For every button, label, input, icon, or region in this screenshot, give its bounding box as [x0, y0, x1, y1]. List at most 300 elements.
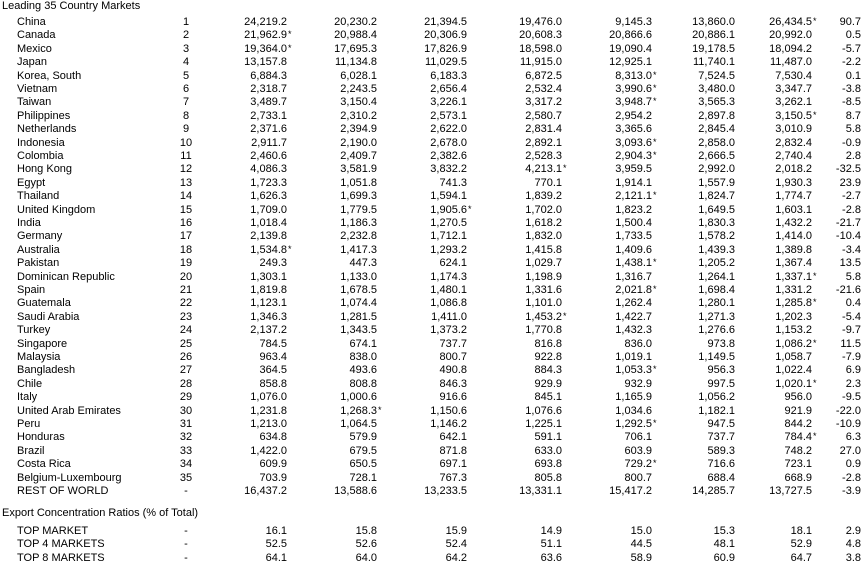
- value-cell: 1,733.5: [615, 230, 652, 243]
- value-cell: 2,897.8: [698, 109, 735, 122]
- country-label: Taiwan: [17, 96, 52, 109]
- value-cell: 2,832.4: [775, 136, 812, 149]
- footnote-mark: *: [813, 377, 817, 388]
- ratio-label: TOP MARKET: [17, 525, 89, 537]
- value-cell: 6,028.1: [340, 69, 377, 82]
- value-cell: 1,626.3: [250, 190, 287, 203]
- value-cell: 2,622.0: [430, 123, 467, 136]
- value-cell: 1,270.5: [430, 217, 467, 229]
- value-cell: 2.9: [845, 525, 861, 537]
- footnote-mark: *: [813, 270, 817, 281]
- value-cell: 1,823.2: [615, 203, 652, 216]
- value-cell: 48.1: [713, 538, 735, 551]
- table-row: [0, 123, 866, 137]
- value-cell: 1,534.8: [250, 243, 287, 256]
- value-cell: 884.3: [534, 364, 562, 377]
- value-cell: 19,364.0: [244, 42, 287, 55]
- rank-cell: 10: [179, 136, 193, 149]
- rank-cell: 1: [182, 16, 190, 28]
- table-row: [0, 257, 866, 271]
- value-cell: 18,094.2: [769, 42, 812, 55]
- value-cell: 20,988.4: [334, 29, 377, 42]
- value-cell: 2,460.6: [250, 150, 287, 162]
- value-cell: 1,153.2: [775, 324, 812, 337]
- value-cell: -5.4: [842, 310, 861, 323]
- value-cell: 90.7: [839, 16, 861, 28]
- footnote-mark: *: [653, 96, 657, 107]
- rank-cell: 24: [179, 324, 193, 337]
- country-name: [17, 230, 158, 244]
- value-cell: 728.1: [349, 471, 377, 484]
- value-cell: 2,121.1: [615, 190, 652, 203]
- value-cell: 1,331.2: [775, 284, 812, 296]
- rank-cell: 22: [179, 297, 193, 310]
- value-cell: 3,262.1: [775, 96, 812, 109]
- table-row: [0, 284, 866, 298]
- rank-cell: 14: [179, 190, 193, 203]
- rank-cell: -: [184, 525, 188, 537]
- rank-cell: 6: [182, 83, 190, 95]
- value-cell: 2,532.4: [525, 83, 562, 95]
- country-label: Australia: [17, 243, 60, 256]
- country-name: [17, 83, 158, 97]
- value-cell: -7.9: [842, 351, 861, 363]
- value-cell: 603.9: [624, 444, 652, 457]
- value-cell: 2,573.1: [430, 109, 467, 122]
- table-row: [0, 338, 866, 352]
- value-cell: 916.6: [439, 391, 467, 404]
- value-cell: 1,123.1: [250, 297, 287, 310]
- value-cell: 1,149.5: [698, 351, 735, 363]
- value-cell: 20,866.6: [609, 29, 652, 42]
- rank-cell: 7: [182, 96, 190, 109]
- value-cell: 2,139.8: [250, 230, 287, 243]
- country-label: India: [17, 217, 41, 229]
- value-cell: 784.5: [259, 337, 287, 350]
- value-cell: 13,727.5: [769, 485, 812, 497]
- rank-cell: 34: [179, 458, 193, 471]
- country-label: China: [17, 16, 46, 28]
- value-cell: 21,394.5: [424, 16, 467, 28]
- value-cell: 1,292.5: [615, 418, 652, 430]
- value-cell: 1,053.3: [615, 364, 652, 377]
- country-name: [17, 378, 158, 392]
- value-cell: 1,086.8: [430, 297, 467, 310]
- value-cell: 1,213.0: [250, 418, 287, 430]
- value-cell: 2,656.4: [430, 83, 467, 95]
- value-cell: -9.7: [842, 324, 861, 337]
- value-cell: 1,712.1: [430, 230, 467, 243]
- ratio-row: [0, 552, 866, 566]
- value-cell: 0.4: [845, 297, 861, 310]
- value-cell: 20,992.0: [769, 29, 812, 42]
- country-name: [17, 70, 158, 84]
- value-cell: 1,723.3: [250, 176, 287, 189]
- table-row: [0, 217, 866, 231]
- table-row: [0, 297, 866, 311]
- value-cell: 838.0: [349, 351, 377, 363]
- value-cell: 3,093.6: [615, 136, 652, 149]
- value-cell: 2,954.2: [615, 109, 652, 122]
- value-cell: 1,074.4: [340, 297, 377, 310]
- value-cell: -0.9: [842, 136, 861, 149]
- footnote-mark: *: [813, 16, 817, 26]
- value-cell: 3,832.2: [430, 163, 467, 176]
- value-cell: 20,608.3: [519, 29, 562, 42]
- table-row: [0, 230, 866, 244]
- value-cell: 703.9: [259, 471, 287, 484]
- table-row: [0, 311, 866, 325]
- footnote-mark: *: [288, 29, 292, 40]
- value-cell: 1,905.6: [430, 203, 467, 216]
- value-cell: 3,480.0: [698, 83, 735, 95]
- value-cell: 15.3: [713, 525, 735, 537]
- value-cell: 52.6: [355, 538, 377, 551]
- value-cell: 932.9: [624, 377, 652, 390]
- value-cell: 16.1: [265, 525, 287, 537]
- value-cell: 15,417.2: [609, 485, 652, 497]
- country-name: [17, 217, 158, 231]
- country-name: [17, 297, 158, 311]
- value-cell: 1,262.4: [615, 297, 652, 310]
- country-name: [17, 391, 158, 405]
- country-label: Germany: [17, 230, 63, 243]
- table-row: [0, 378, 866, 392]
- value-cell: 1,165.9: [615, 391, 652, 404]
- table-row: [0, 351, 866, 365]
- value-cell: 2,310.2: [340, 109, 377, 122]
- country-label: Malaysia: [17, 351, 61, 363]
- value-cell: 1,480.1: [430, 284, 467, 296]
- value-cell: -3.4: [842, 243, 861, 256]
- value-cell: -10.9: [835, 418, 861, 430]
- table-title: Leading 35 Country Markets: [2, 0, 141, 12]
- table-row: [0, 458, 866, 472]
- value-cell: 808.8: [349, 377, 377, 390]
- value-cell: 24,219.2: [244, 16, 287, 28]
- value-cell: 1,774.7: [775, 190, 812, 203]
- footnote-mark: *: [813, 337, 817, 348]
- country-name: [17, 123, 158, 137]
- value-cell: 11,134.8: [334, 56, 377, 69]
- value-cell: 836.0: [624, 337, 652, 350]
- value-cell: 1,276.6: [698, 324, 735, 337]
- value-cell: 1,422.7: [615, 310, 652, 323]
- value-cell: 767.3: [439, 471, 467, 484]
- value-cell: 0.5: [845, 29, 861, 42]
- value-cell: 1,034.6: [615, 404, 652, 417]
- value-cell: 20,230.2: [334, 16, 377, 28]
- footnote-mark: *: [653, 136, 657, 147]
- value-cell: 5.8: [845, 123, 861, 136]
- rank-cell: 16: [179, 217, 193, 229]
- ratios-title: Export Concentration Ratios (% of Total): [2, 507, 199, 519]
- country-name: [17, 472, 158, 486]
- value-cell: 668.9: [784, 471, 812, 484]
- value-cell: 800.7: [439, 351, 467, 363]
- country-name: [17, 163, 158, 177]
- value-cell: 784.4: [784, 431, 812, 444]
- rank-cell: 27: [179, 364, 193, 377]
- value-cell: 3,347.7: [775, 83, 812, 95]
- value-cell: 2,892.1: [525, 136, 562, 149]
- value-cell: 13.5: [839, 257, 861, 270]
- value-cell: 8.7: [845, 109, 861, 122]
- value-cell: 1,678.5: [340, 284, 377, 296]
- country-name: [17, 445, 158, 459]
- country-label: Peru: [17, 418, 41, 430]
- value-cell: 1,779.5: [340, 203, 377, 216]
- value-cell: 1,146.2: [430, 418, 467, 430]
- value-cell: 871.8: [439, 444, 467, 457]
- value-cell: 1,205.2: [698, 257, 735, 270]
- value-cell: 579.9: [349, 431, 377, 444]
- value-cell: 2,911.7: [251, 136, 287, 149]
- value-cell: 674.1: [349, 337, 377, 350]
- value-cell: -21.7: [835, 217, 861, 229]
- value-cell: 846.3: [439, 377, 467, 390]
- table-row: [0, 405, 866, 419]
- value-cell: 1,699.3: [340, 190, 377, 203]
- footnote-mark: *: [288, 42, 292, 53]
- rank-cell: 19: [179, 257, 193, 270]
- country-name: [17, 338, 158, 352]
- value-cell: 1,174.3: [430, 270, 467, 283]
- value-cell: 3,150.4: [340, 96, 377, 109]
- footnote-mark: *: [468, 203, 472, 214]
- value-cell: 947.5: [707, 418, 735, 430]
- value-cell: 6.3: [845, 431, 861, 444]
- value-cell: 816.8: [534, 337, 562, 350]
- footnote-mark: *: [563, 310, 567, 321]
- footnote-mark: *: [653, 364, 657, 375]
- value-cell: 3,565.3: [698, 96, 735, 109]
- table-row: [0, 43, 866, 57]
- value-cell: 1,432.3: [615, 324, 652, 337]
- value-cell: 973.8: [707, 337, 735, 350]
- value-cell: 1,018.4: [250, 217, 287, 229]
- country-label: Netherlands: [17, 123, 77, 136]
- table-row: [0, 190, 866, 204]
- value-cell: 2.8: [845, 150, 861, 162]
- value-cell: 1,303.1: [250, 270, 287, 283]
- value-cell: -22.0: [835, 404, 861, 417]
- value-cell: 63.6: [540, 551, 562, 564]
- value-cell: 1,500.4: [615, 217, 652, 229]
- rank-cell: 26: [179, 351, 193, 363]
- rank-cell: -: [184, 551, 188, 564]
- value-cell: 52.4: [445, 538, 467, 551]
- rank-cell: 5: [182, 69, 190, 82]
- value-cell: 741.3: [439, 176, 467, 189]
- value-cell: 1,914.1: [615, 176, 652, 189]
- value-cell: 13,860.0: [692, 16, 735, 28]
- value-cell: 1,182.1: [698, 404, 735, 417]
- country-label: Chile: [17, 377, 43, 390]
- country-name: [17, 351, 158, 365]
- rank-cell: -: [184, 485, 188, 497]
- country-name: [17, 177, 158, 191]
- value-cell: 14,285.7: [692, 485, 735, 497]
- value-cell: 17,826.9: [424, 42, 467, 55]
- value-cell: 2,992.0: [698, 163, 735, 176]
- rank-cell: 32: [179, 431, 193, 444]
- value-cell: 963.4: [259, 351, 287, 363]
- country-name: [17, 244, 158, 258]
- country-label: Belgium-Luxembourg: [17, 471, 122, 484]
- table-row: [0, 431, 866, 445]
- value-cell: 2,382.6: [430, 150, 467, 162]
- value-cell: 15.0: [630, 525, 652, 537]
- country-name: [17, 364, 158, 378]
- value-cell: 4,086.3: [250, 163, 287, 176]
- value-cell: 44.5: [630, 538, 652, 551]
- value-cell: 2,021.8: [615, 284, 652, 296]
- value-cell: 1,709.0: [250, 203, 287, 216]
- ratio-label: TOP 8 MARKETS: [17, 551, 105, 564]
- rank-cell: 9: [182, 123, 190, 136]
- value-cell: -8.5: [842, 96, 861, 109]
- value-cell: 1,202.3: [775, 310, 812, 323]
- value-cell: 1,603.1: [775, 203, 812, 216]
- value-cell: 11,915.0: [519, 56, 562, 69]
- value-cell: 1,293.2: [430, 243, 467, 256]
- value-cell: 11,029.5: [424, 56, 467, 69]
- value-cell: 2,858.0: [698, 136, 735, 149]
- country-label: Brazil: [17, 444, 45, 457]
- value-cell: 1,343.5: [340, 324, 377, 337]
- value-cell: 1,830.3: [698, 217, 735, 229]
- value-cell: 64.2: [445, 551, 467, 564]
- value-cell: 1,029.7: [525, 257, 562, 270]
- rank-cell: 3: [182, 42, 190, 55]
- value-cell: 1,086.2: [775, 337, 812, 350]
- ratio-name: [17, 525, 158, 539]
- value-cell: 20,886.1: [692, 29, 735, 42]
- value-cell: -32.5: [835, 163, 861, 176]
- value-cell: 58.9: [630, 551, 652, 564]
- table-row: [0, 96, 866, 110]
- value-cell: 3.8: [845, 551, 861, 564]
- value-cell: 19,090.4: [609, 42, 652, 55]
- rank-cell: -: [184, 538, 188, 551]
- value-cell: 52.9: [790, 538, 812, 551]
- value-cell: 1,411.0: [431, 310, 467, 323]
- country-label: Spain: [17, 284, 46, 296]
- value-cell: 18,598.0: [519, 42, 562, 55]
- value-cell: 1,186.3: [340, 217, 377, 229]
- value-cell: 1,000.6: [340, 391, 377, 404]
- country-label: Egypt: [17, 176, 46, 189]
- value-cell: 20,306.9: [424, 29, 467, 42]
- country-name: [17, 431, 158, 445]
- value-cell: 1,453.2: [525, 310, 562, 323]
- value-cell: 737.7: [707, 431, 735, 444]
- value-cell: 748.2: [784, 444, 812, 457]
- value-cell: 1,432.2: [775, 217, 812, 229]
- rank-cell: 35: [179, 471, 193, 484]
- value-cell: -3.9: [842, 485, 861, 497]
- country-name: [17, 190, 158, 204]
- table-row: [0, 364, 866, 378]
- country-name: [17, 204, 158, 218]
- value-cell: 688.4: [707, 471, 735, 484]
- value-cell: 2,409.7: [340, 150, 377, 162]
- value-cell: 729.2: [624, 458, 652, 471]
- footnote-mark: *: [653, 284, 657, 294]
- value-cell: 2,733.1: [250, 109, 287, 122]
- value-cell: 1,824.7: [698, 190, 735, 203]
- value-cell: 650.5: [349, 458, 377, 471]
- rank-cell: 20: [179, 270, 193, 283]
- value-cell: 1,231.8: [250, 404, 287, 417]
- country-name: [17, 311, 158, 325]
- value-cell: 23.9: [839, 176, 861, 189]
- value-cell: 0.1: [845, 69, 861, 82]
- value-cell: 27.0: [839, 444, 861, 457]
- value-cell: 5.8: [845, 270, 861, 283]
- rank-cell: 28: [179, 377, 193, 390]
- value-cell: 697.1: [439, 458, 467, 471]
- table-row: [0, 16, 866, 30]
- value-cell: 1,557.9: [698, 176, 735, 189]
- country-name: [17, 324, 158, 338]
- value-cell: 3,581.9: [340, 163, 377, 176]
- rank-cell: 29: [179, 391, 193, 404]
- value-cell: 1,133.0: [340, 270, 377, 283]
- value-cell: -2.8: [842, 203, 861, 216]
- table-row: [0, 418, 866, 432]
- value-cell: 3,010.9: [775, 123, 812, 136]
- footnote-mark: *: [653, 418, 657, 428]
- table-row: [0, 83, 866, 97]
- value-cell: -5.7: [842, 42, 861, 55]
- value-cell: 1,022.4: [775, 364, 812, 377]
- country-name: [17, 56, 158, 70]
- value-cell: 1,268.3: [340, 404, 377, 417]
- value-cell: 11,740.1: [692, 56, 735, 69]
- footnote-mark: *: [378, 404, 382, 415]
- value-cell: 1,058.7: [775, 351, 812, 363]
- footnote-mark: *: [653, 190, 657, 201]
- country-label: Canada: [17, 29, 56, 42]
- value-cell: -2.8: [842, 471, 861, 484]
- ratio-row: [0, 538, 866, 552]
- value-cell: 13,233.5: [424, 485, 467, 497]
- value-cell: 2,137.2: [250, 324, 287, 337]
- value-cell: 2,845.4: [698, 123, 735, 136]
- value-cell: 3,990.6: [615, 83, 652, 95]
- rank-cell: 13: [179, 176, 193, 189]
- value-cell: 26,434.5: [769, 16, 812, 28]
- value-cell: 1,020.1: [775, 377, 812, 390]
- country-label: Bangladesh: [17, 364, 76, 377]
- value-cell: 15.8: [355, 525, 377, 537]
- value-cell: 1,438.1: [615, 257, 652, 270]
- value-cell: 12,925.1: [609, 56, 652, 69]
- rank-cell: 12: [179, 163, 193, 176]
- value-cell: 1,337.1: [775, 270, 812, 283]
- country-label: REST OF WORLD: [17, 485, 109, 497]
- value-cell: 1,702.0: [525, 203, 562, 216]
- value-cell: 1,285.8: [775, 297, 812, 310]
- table-row: [0, 271, 866, 285]
- value-cell: 13,588.6: [334, 485, 377, 497]
- value-cell: 1,346.3: [250, 310, 287, 323]
- country-name: [17, 284, 158, 298]
- footnote-mark: *: [653, 257, 657, 268]
- footnote-mark: *: [813, 297, 817, 308]
